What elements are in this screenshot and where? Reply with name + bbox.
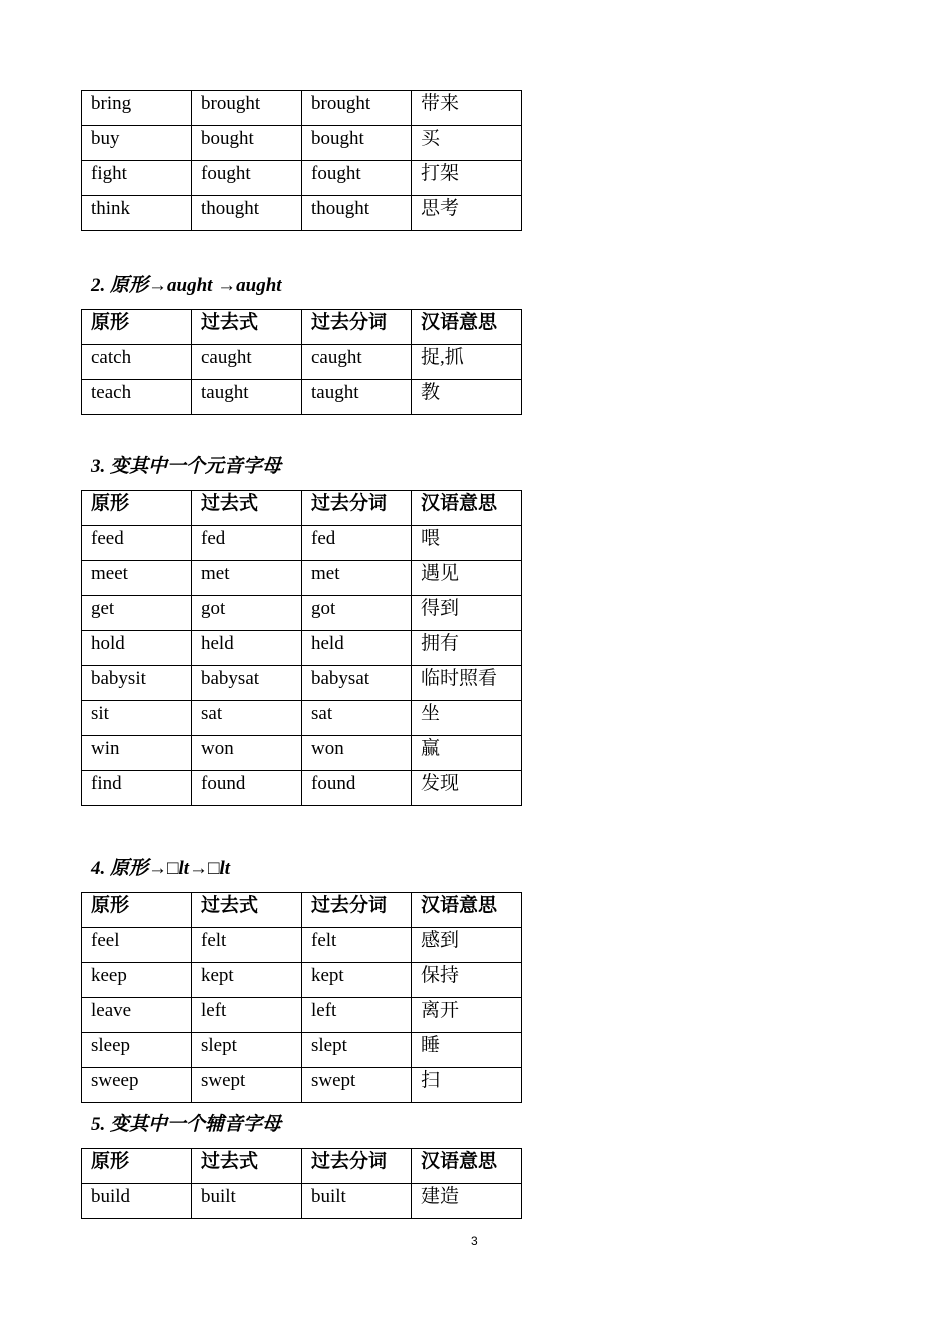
table-row	[82, 91, 522, 126]
past-participle-cell: sat	[302, 701, 412, 736]
past-tense-cell: met	[192, 561, 302, 596]
past-participle-cell: fed	[302, 526, 412, 561]
chinese-meaning-cell: 遇见	[412, 561, 522, 596]
chinese-meaning-cell: 临时照看	[412, 666, 522, 701]
past-tense-cell: slept	[192, 1033, 302, 1068]
table-header-row	[82, 491, 522, 526]
column-header: 过去分词	[302, 893, 412, 928]
past-tense-cell: fought	[192, 161, 302, 196]
chinese-meaning-cell: 拥有	[412, 631, 522, 666]
past-participle-cell: brought	[302, 91, 412, 126]
base-form-cell: catch	[82, 345, 192, 380]
table-row	[82, 345, 522, 380]
section-heading-5: 5. 变其中一个辅音字母	[91, 1114, 282, 1135]
column-header: 过去式	[192, 893, 302, 928]
past-participle-cell: thought	[302, 196, 412, 231]
chinese-meaning-cell: 赢	[412, 736, 522, 771]
chinese-meaning-cell: 坐	[412, 701, 522, 736]
past-participle-cell: slept	[302, 1033, 412, 1068]
table-row	[82, 963, 522, 998]
base-form-cell: meet	[82, 561, 192, 596]
chinese-meaning-cell: 教	[412, 380, 522, 415]
table-row	[82, 1068, 522, 1103]
verb-table-1	[81, 90, 522, 231]
column-header: 汉语意思	[412, 310, 522, 345]
base-form-cell: bring	[82, 91, 192, 126]
past-tense-cell: built	[192, 1184, 302, 1219]
column-header: 过去分词	[302, 310, 412, 345]
table-row	[82, 1184, 522, 1219]
table-row	[82, 701, 522, 736]
past-tense-cell: kept	[192, 963, 302, 998]
past-participle-cell: fought	[302, 161, 412, 196]
past-participle-cell: built	[302, 1184, 412, 1219]
chinese-meaning-cell: 买	[412, 126, 522, 161]
section-heading-2: 2. 原形→aught →aught	[91, 275, 282, 296]
column-header: 原形	[82, 893, 192, 928]
table-header-row	[82, 1149, 522, 1184]
base-form-cell: find	[82, 771, 192, 806]
base-form-cell: buy	[82, 126, 192, 161]
base-form-cell: fight	[82, 161, 192, 196]
section-heading-4: 4. 原形→□lt→□lt	[91, 858, 231, 879]
table-row	[82, 526, 522, 561]
base-form-cell: feed	[82, 526, 192, 561]
base-form-cell: hold	[82, 631, 192, 666]
base-form-cell: sleep	[82, 1033, 192, 1068]
table-row	[82, 161, 522, 196]
past-participle-cell: babysat	[302, 666, 412, 701]
past-participle-cell: won	[302, 736, 412, 771]
table-row	[82, 771, 522, 806]
past-participle-cell: found	[302, 771, 412, 806]
past-participle-cell: kept	[302, 963, 412, 998]
past-tense-cell: fed	[192, 526, 302, 561]
table-row	[82, 736, 522, 771]
table-row	[82, 928, 522, 963]
chinese-meaning-cell: 得到	[412, 596, 522, 631]
base-form-cell: sweep	[82, 1068, 192, 1103]
column-header: 原形	[82, 310, 192, 345]
base-form-cell: get	[82, 596, 192, 631]
past-participle-cell: held	[302, 631, 412, 666]
table-row	[82, 380, 522, 415]
base-form-cell: think	[82, 196, 192, 231]
base-form-cell: build	[82, 1184, 192, 1219]
past-tense-cell: caught	[192, 345, 302, 380]
past-tense-cell: won	[192, 736, 302, 771]
past-participle-cell: caught	[302, 345, 412, 380]
table-row	[82, 1033, 522, 1068]
column-header: 过去分词	[302, 1149, 412, 1184]
past-participle-cell: bought	[302, 126, 412, 161]
past-tense-cell: taught	[192, 380, 302, 415]
table-row	[82, 666, 522, 701]
column-header: 原形	[82, 491, 192, 526]
column-header: 汉语意思	[412, 893, 522, 928]
verb-table-5	[81, 1148, 522, 1219]
past-participle-cell: met	[302, 561, 412, 596]
chinese-meaning-cell: 建造	[412, 1184, 522, 1219]
past-participle-cell: got	[302, 596, 412, 631]
table-row	[82, 126, 522, 161]
chinese-meaning-cell: 保持	[412, 963, 522, 998]
past-participle-cell: left	[302, 998, 412, 1033]
chinese-meaning-cell: 捉,抓	[412, 345, 522, 380]
base-form-cell: leave	[82, 998, 192, 1033]
past-tense-cell: babysat	[192, 666, 302, 701]
chinese-meaning-cell: 感到	[412, 928, 522, 963]
page-number: 3	[471, 1234, 478, 1248]
column-header: 过去分词	[302, 491, 412, 526]
past-tense-cell: found	[192, 771, 302, 806]
past-participle-cell: felt	[302, 928, 412, 963]
table-row	[82, 561, 522, 596]
chinese-meaning-cell: 发现	[412, 771, 522, 806]
column-header: 过去式	[192, 310, 302, 345]
verb-table-3	[81, 490, 522, 806]
past-participle-cell: swept	[302, 1068, 412, 1103]
past-tense-cell: bought	[192, 126, 302, 161]
past-tense-cell: left	[192, 998, 302, 1033]
chinese-meaning-cell: 打架	[412, 161, 522, 196]
column-header: 过去式	[192, 491, 302, 526]
base-form-cell: keep	[82, 963, 192, 998]
table-row	[82, 196, 522, 231]
column-header: 汉语意思	[412, 491, 522, 526]
table-header-row	[82, 310, 522, 345]
verb-table-2	[81, 309, 522, 415]
chinese-meaning-cell: 扫	[412, 1068, 522, 1103]
base-form-cell: teach	[82, 380, 192, 415]
table-row	[82, 596, 522, 631]
table-row	[82, 998, 522, 1033]
base-form-cell: sit	[82, 701, 192, 736]
table-row	[82, 631, 522, 666]
past-tense-cell: sat	[192, 701, 302, 736]
past-tense-cell: held	[192, 631, 302, 666]
past-tense-cell: brought	[192, 91, 302, 126]
past-tense-cell: felt	[192, 928, 302, 963]
chinese-meaning-cell: 睡	[412, 1033, 522, 1068]
chinese-meaning-cell: 带来	[412, 91, 522, 126]
column-header: 汉语意思	[412, 1149, 522, 1184]
base-form-cell: feel	[82, 928, 192, 963]
chinese-meaning-cell: 喂	[412, 526, 522, 561]
table-header-row	[82, 893, 522, 928]
verb-table-4	[81, 892, 522, 1103]
column-header: 过去式	[192, 1149, 302, 1184]
chinese-meaning-cell: 思考	[412, 196, 522, 231]
column-header: 原形	[82, 1149, 192, 1184]
past-tense-cell: swept	[192, 1068, 302, 1103]
past-tense-cell: got	[192, 596, 302, 631]
base-form-cell: babysit	[82, 666, 192, 701]
chinese-meaning-cell: 离开	[412, 998, 522, 1033]
base-form-cell: win	[82, 736, 192, 771]
section-heading-3: 3. 变其中一个元音字母	[91, 456, 282, 477]
past-tense-cell: thought	[192, 196, 302, 231]
past-participle-cell: taught	[302, 380, 412, 415]
